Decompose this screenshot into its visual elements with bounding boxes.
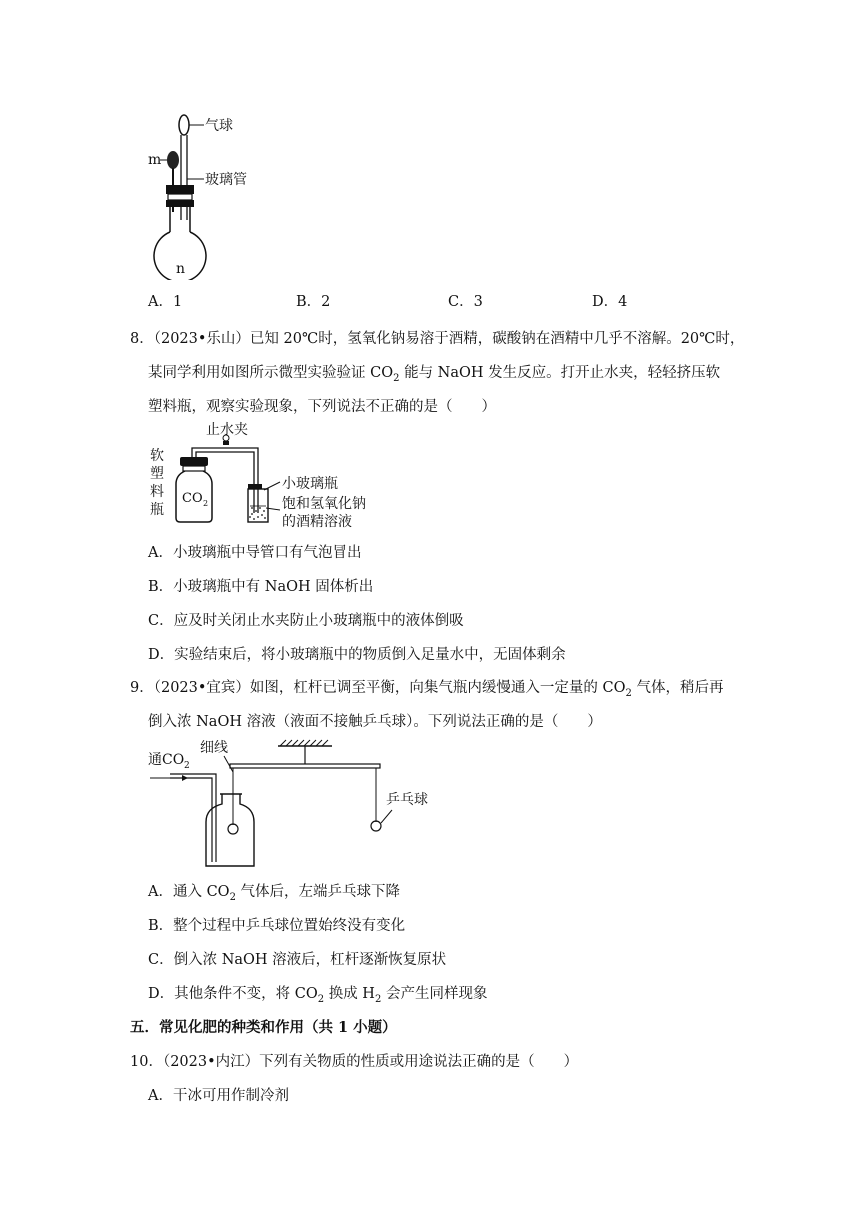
q9-option-b: B．整个过程中乒乓球位置始终没有变化: [148, 918, 406, 934]
label-n: n: [176, 261, 186, 277]
label-co2: CO: [182, 491, 203, 506]
figure-flask-balloon: [140, 108, 300, 280]
figure-co2-bottle-vial: [140, 420, 440, 532]
q9-option-c: C．倒入浓 NaOH 溶液后，杠杆逐渐恢复原状: [148, 952, 447, 968]
label-solution-1: 饱和氢氧化钠: [282, 496, 366, 512]
label-clamp: 止水夹: [206, 422, 248, 438]
section-heading: 五．常见化肥的种类和作用（共 1 小题）: [130, 1019, 397, 1036]
label-ball: 乒乓球: [386, 792, 428, 808]
label-solution-2: 的酒精溶液: [282, 514, 352, 530]
bottle-char-4: 瓶: [150, 502, 164, 518]
label-inlet: 通CO: [148, 752, 185, 768]
label-glass-tube: 玻璃管: [205, 172, 247, 188]
q10-stem: 10．（2023•内江）下列有关物质的性质或用途说法正确的是（ ）: [130, 1054, 579, 1070]
q7-option-c: C．3: [448, 294, 483, 310]
label-vial: 小玻璃瓶: [282, 476, 338, 492]
label-balloon: 气球: [205, 118, 233, 134]
q9-option-d: D．其他条件不变，将 $CO_2$ 换成 $H_2$ 会产生同样现象: [148, 986, 488, 1005]
label-inlet-sub: 2: [184, 761, 190, 771]
q8-option-a: A．小玻璃瓶中导管口有气泡冒出: [148, 545, 362, 561]
q10-option-a: A．干冰可用作制冷剂: [148, 1088, 289, 1104]
q8-option-b: B．小玻璃瓶中有 NaOH 固体析出: [148, 579, 374, 595]
label-thread: 细线: [200, 740, 228, 756]
q7-option-a: A．1: [148, 294, 183, 310]
label-co2-sub: 2: [203, 499, 209, 508]
q8-stem-line1: 8．（2023•乐山）已知 20℃时，氢氧化钠易溶于酒精，碳酸钠在酒精中几乎不溶解。20℃时，: [130, 331, 745, 347]
q8-stem-line2: 某同学利用如图所示微型实验验证 $CO_2$ 能与 NaOH 发生反应。打开止水夹，轻轻挤压软: [148, 365, 721, 384]
q8-option-c: C．应及时关闭止水夹防止小玻璃瓶中的液体倒吸: [148, 613, 464, 629]
bottle-char-3: 料: [150, 484, 164, 500]
q9-option-a: A．通入 $CO_2$ 气体后，左端乒乓球下降: [148, 884, 401, 903]
q9-stem-line1: 9．（2023•宜宾）如图，杠杆已调至平衡，向集气瓶内缓慢通入一定量的 $CO_2$ 气体，稍后再: [130, 680, 724, 699]
figure-lever-balance: [140, 730, 450, 870]
q8-stem-line3: 塑料瓶，观察实验现象，下列说法不正确的是（ ）: [148, 399, 496, 415]
label-m: m: [148, 152, 162, 168]
q8-option-d: D．实验结束后，将小玻璃瓶中的物质倒入足量水中，无固体剩余: [148, 647, 566, 663]
bottle-char-1: 软: [150, 448, 164, 464]
q7-option-d: D．4: [592, 294, 628, 310]
q7-option-b: B．2: [296, 294, 331, 310]
bottle-char-2: 塑: [150, 466, 164, 482]
q9-stem-line2: 倒入浓 NaOH 溶液（液面不接触乒乓球）。下列说法正确的是（ ）: [148, 714, 602, 730]
